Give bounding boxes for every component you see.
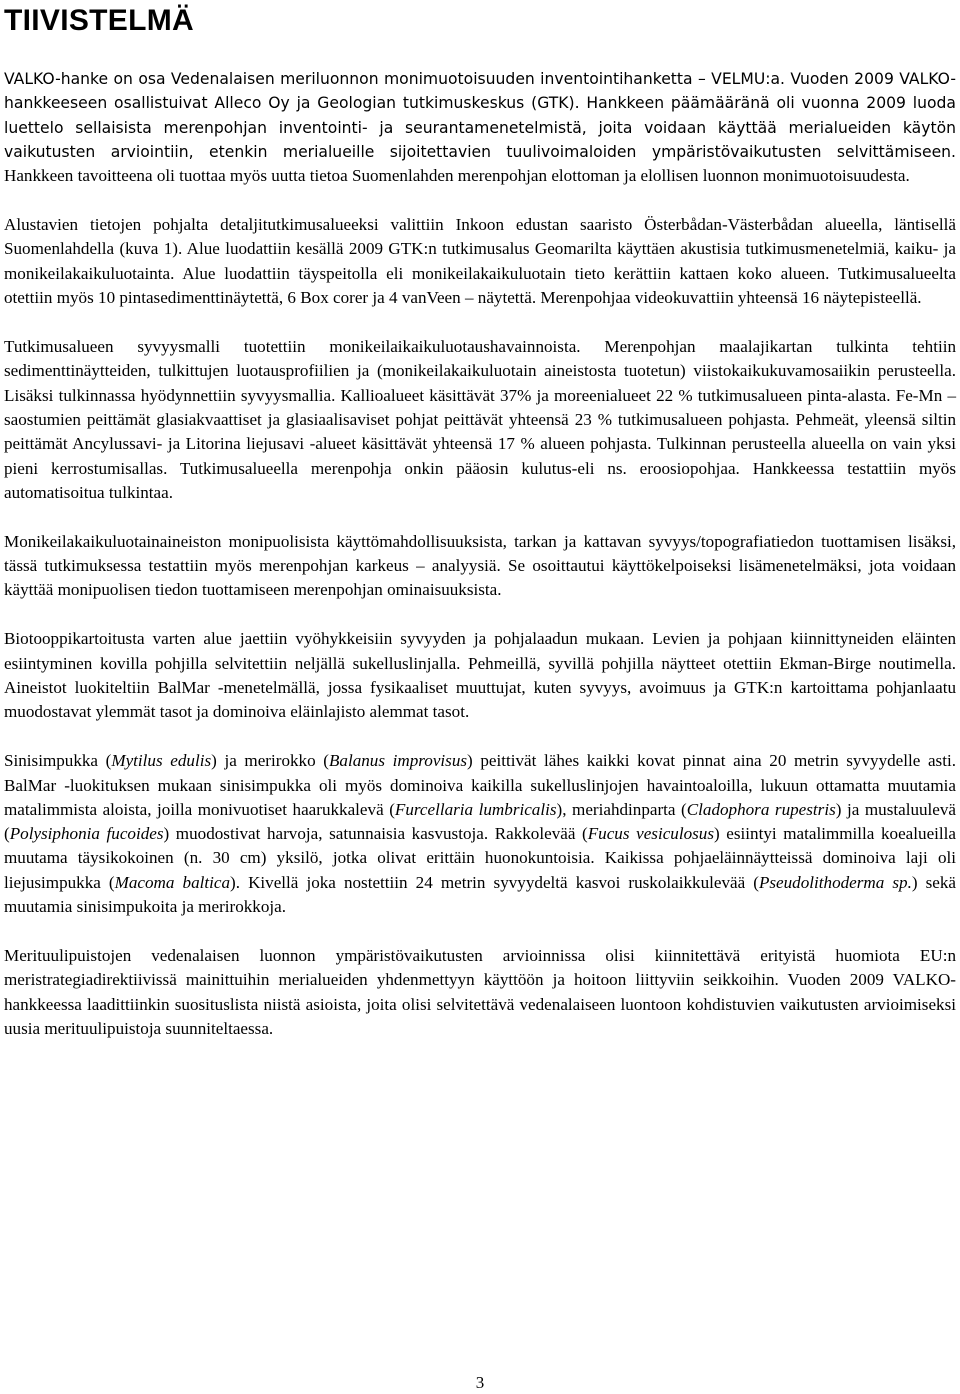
summary-body bbox=[4, 67, 956, 1041]
paragraph-text: VALKO-hanke on osa Vedenalaisen meriluonnon monimuotoisuuden inventointihanketta – VELMU:a. Vuoden 2009 VALKO-hankkeeseen osallistuivat Alleco Oy ja Geologian tutkimuskeskus (GTK). Hankkeen päämääränä oli vuonna 2009 luoda luettelo sellaisista merenpohjan inventointi- ja seurantamenetelmistä, joita voidaan käyttää merialueiden käytön vaikutusten arviointiin, etenkin merialueille sijoitettavien tuulivoimaloiden ympäristövaikutusten selvittämiseen. bbox=[4, 70, 956, 161]
paragraph-species bbox=[4, 749, 956, 919]
species-name: Balanus improvisus bbox=[328, 751, 468, 771]
paragraph-text: ) peittivät lähes kaikki kovat pinnat aina 20 metrin syvyydelle asti. BalMar -luokituksen mukaan sinisimpukka oli myös dominoiva kaikilla sukelluslinjojen havaintoaloilla, lukuun ottamatta muutamia matalimmista aloista, joilla monivuotiset haarukkalevä ( bbox=[4, 751, 956, 819]
paragraph-text: ), meriahdinparta ( bbox=[556, 799, 687, 819]
paragraph-text: ) ja mustaluulevä ( bbox=[4, 799, 957, 844]
paragraph-biotope bbox=[4, 627, 956, 724]
paragraph-study-area bbox=[4, 213, 956, 310]
paragraph-text: Hankkeen tavoitteena oli tuottaa myös uutta tietoa Suomenlahden merenpohjan elottoman ja elollisen luonnon monimuotoisuudesta. bbox=[4, 166, 910, 186]
paragraph-text: Sinisimpukka ( bbox=[4, 751, 112, 771]
species-name: Fucus vesiculosus bbox=[587, 824, 714, 844]
paragraph-text: Monikeilakaikuluotainaineiston monipuolisista käyttömahdollisuuksista, tarkan ja kattavan syvyys/topografiatiedon tuottamisen lisäksi, tässä tutkimuksessa testattiin myös merenpohjan karkeus – analyysiä. Se osoittautui käyttökelpoiseksi lisämenetelmäksi, jota voidaan käyttää monipuolisen tiedon tuottamiseen merenpohjan ominaisuuksista. bbox=[4, 531, 956, 600]
paragraph-text: ) sekä muutamia sinisimpukoita ja merirokkoja. bbox=[4, 872, 957, 917]
paragraph-text: Tutkimusalueen syvyysmalli tuotettiin monikeilaikaikuluotaushavainnoista. Merenpohjan maalajikartan tulkinta tehtiin sedimenttinäytteiden, tulkittujen luotausprofiilien ja (monikeilakaikuluotain aineistosta tuotetun) viistokaikukuvamosaiikin perusteella. Lisäksi tulkinnassa hyödynnettiin syvyysmallia. Kallioalueet käsittävät 37% ja moreenialueet 22 % tutkimusalueen pinta-alasta. Fe-Mn – saostumien peittämät glasiakvaattiset ja glasiaalisaviset pohjat peittävät yhteensä 23 % tutkimusalueen pohjasta. Pehmeät, yleensä siltin peittämät Ancylussavi- ja Litorina liejusavi -alueet käsittävät yhteensä 17 % alueen pohjasta. Tulkinnan perusteella alueella on vain yksi pieni kerrostumisallas. Tutkimusalueella merenpohja onkin pääosin kulutus-eli ns. eroosiopohjaa. Hankkeessa testattiin myös automatisoitua tulkintaa. bbox=[4, 337, 956, 502]
species-name: Macoma baltica bbox=[114, 872, 231, 892]
paragraph-text: Alustavien tietojen pohjalta detaljitutkimusalueeksi valittiin Inkoon edustan saaristo Österbådan-Västerbådan alueella, läntisellä Suomenlahdella (kuva 1). Alue luodattiin kesällä 2009 GTK:n tutkimusalus Geomarilta käyttäen akustisia tutkimusmenetelmiä, kaiku- ja monikeilakaikuluotainta. Alue luodattiin täyspeitolla eli monikeilakaikuluotain tieto kerättiin kattaen koko alueen. Tutkimusalueelta otettiin myös 10 pintasedimenttinäytettä, 6 Box corer ja 4 vanVeen – näytettä. Merenpohjaa videokuvattiin yhteensä 16 näytepisteellä. bbox=[4, 215, 956, 308]
page-title: TIIVISTELMÄ bbox=[4, 4, 194, 37]
species-name: Polysiphonia fucoides bbox=[9, 824, 164, 844]
species-name: Mytilus edulis bbox=[111, 751, 212, 771]
paragraph-text: ). Kivellä joka nostettiin 24 metrin syvyydeltä kasvoi ruskolaikkulevää ( bbox=[230, 872, 759, 892]
document-page bbox=[4, 0, 956, 1066]
paragraph-intro bbox=[4, 67, 956, 188]
paragraph-text: ) muodostivat harvoja, satunnaisia kasvustoja. Rakkolevää ( bbox=[163, 824, 588, 844]
paragraph-depth-model bbox=[4, 335, 956, 505]
paragraph-text: ) esiintyi matalimmilla koealueilla muutama täysikokoinen (n. 30 cm) yksilö, jotka olivat erittäin huonokuntoisia. Kaikissa pohjaeläinnäytteissä dominoiva laji oli liejusimpukka ( bbox=[4, 824, 956, 892]
paragraph-multibeam bbox=[4, 530, 956, 603]
species-name: Pseudolithoderma sp. bbox=[758, 872, 912, 892]
species-name: Cladophora rupestris bbox=[686, 799, 836, 819]
paragraph-text: Merituulipuistojen vedenalaisen luonnon ympäristövaikutusten arvioinnissa olisi kiinnitettävä erityistä huomiota EU:n meristrategiadirektiivissä mainittuihin merialueiden yhdenmettyyn käyttöön ja hoitoon liittyviin seikkoihin. Vuoden 2009 VALKO-hankkeessa laadittiinkin suosituslista niistä asioista, joita olisi selvitettävä vedenalaiseen luontoon kohdistuvien vaikutusten arvioimiseksi uusia merituulipuistoja suunniteltaessa. bbox=[4, 946, 956, 1038]
paragraph-text: ) ja merirokko ( bbox=[211, 751, 329, 771]
paragraph-text: Biotooppikartoitusta varten alue jaettiin vyöhykkeisiin syvyyden ja pohjalaadun mukaan. Levien ja pohjaan kiinnittyneiden eläinten esiintyminen kovilla pohjilla selvitettiin neljällä sukelluslinjalla. Pehmeillä, syvillä pohjilla näytteet otettiin Ekman-Birge noutimella. Aineistot luokiteltiin BalMar -menetelmällä, jossa fysikaaliset muuttujat, kuten syvyys, avoimuus ja GTK:n kartoittama pohjanlaatu muodostavat ylemmät tasot ja dominoiva eläinlajisto alemmat tasot. bbox=[4, 629, 956, 722]
page-number: 3 bbox=[475, 1373, 485, 1392]
paragraph-wind-parks bbox=[4, 944, 956, 1041]
species-name: Furcellaria lumbricalis bbox=[394, 799, 557, 819]
